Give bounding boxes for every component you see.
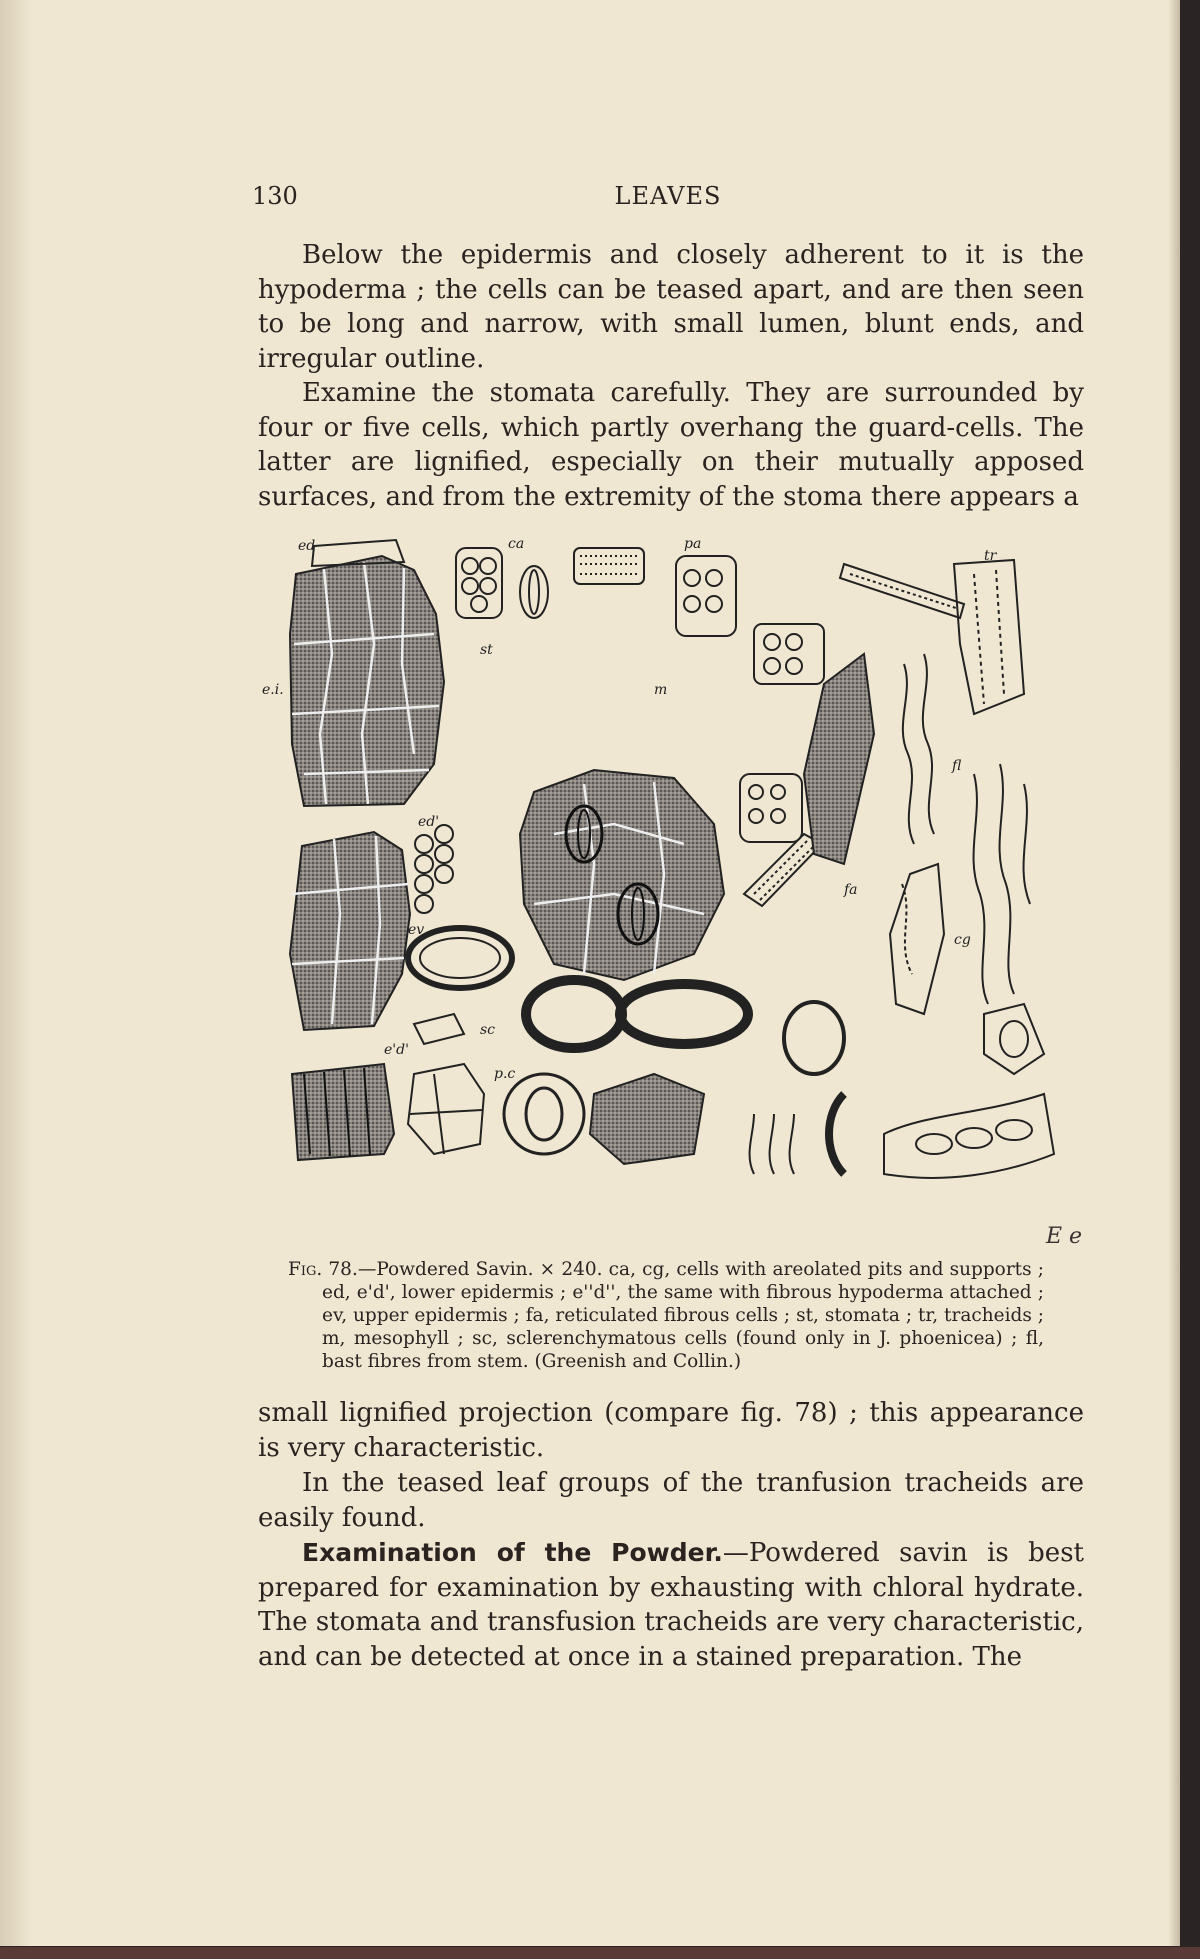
page-number: 130 (252, 182, 298, 210)
caption-body (288, 1258, 1044, 1373)
areolated-cells-top (456, 548, 644, 618)
caption-text: —Powdered Savin. × 240. ca, cg, cells with areolated pits and supports ; ed, e'd', lower epidermis ; e''d'', the same with fibrous hypoderma attached ; ev, upper epidermis ; fa, reticulated fibrous cells ; st, stomata ; tr, tracheids ; m, mesophyll ; sc, sclerenchymatous cells (found only in J. phoenicea) ; fl, bast fibres from stem. (Greenish and Collin.) (322, 1259, 1044, 1372)
label-fa: fa (844, 882, 858, 898)
figure-caption (288, 1258, 1044, 1373)
label-tr: tr (984, 548, 997, 564)
stomata-cell-group (520, 770, 724, 980)
powdered-savin-drawing (262, 534, 1064, 1224)
label-ev: ev (408, 922, 425, 938)
paragraph-hypoderma: Below the epidermis and closely adherent to it is the hypoderma ; the cells can be teased apart, and are then seen to be long and narrow, with small lumen, blunt ends, and irregular outline. (258, 240, 1084, 374)
label-cg: cg (954, 932, 971, 948)
areolated-cells-middle (676, 556, 824, 842)
tracheid-strips (744, 560, 1024, 906)
upper-epidermis-cell-group (290, 832, 410, 1030)
page-header (252, 182, 1084, 212)
label-pc: p.c (494, 1066, 516, 1082)
paragraph-teased-leaf: In the teased leaf groups of the tranfusion tracheids are easily found. (258, 1468, 1084, 1533)
caption-figure-label: Fig. 78. (288, 1259, 358, 1280)
paragraph-powder (258, 1536, 1084, 1674)
label-pa: pa (684, 536, 702, 552)
label-ca: ca (508, 536, 525, 552)
label-ed-prime: ed' (418, 814, 440, 830)
label-fl: fl (952, 758, 962, 774)
book-edge-band (0, 1947, 1200, 1959)
label-st: st (480, 642, 493, 658)
bast-fibres (903, 654, 1030, 1004)
powder-section-heading: Examination of the Powder. (302, 1538, 723, 1567)
label-ed-double: e'd' (384, 1042, 409, 1058)
bottom-row-cells (292, 1004, 1054, 1178)
lower-epidermis-cell-group (290, 556, 444, 806)
powder-section-text: —Powdered savin is best prepared for examination by exhausting with chloral hydrate. The stomata and transfusion tracheids are very characteristic, and can be detected at once in a stained preparation. The (258, 1538, 1084, 1672)
spine-shadow (0, 0, 32, 1946)
plate-signature: E e (1046, 1224, 1083, 1249)
label-ei: e.i. (262, 682, 284, 698)
label-ed: ed (298, 538, 316, 554)
label-sc: sc (480, 1022, 496, 1038)
mesophyll-cell-chain (415, 825, 453, 913)
paragraph-projection: small lignified projection (compare fig. 78) ; this appearance is very characteristic. (258, 1398, 1084, 1463)
paragraph-stomata: Examine the stomata carefully. They are surrounded by four or five cells, which partly overhang the guard-cells. The latter are lignified, especially on their mutually apposed surfaces, and from the extremity of the stoma there appears a (258, 378, 1084, 512)
page-edge-shadow (1168, 0, 1180, 1946)
figure-78-illustration (262, 534, 1064, 1224)
label-m: m (654, 682, 668, 698)
running-head: LEAVES (614, 182, 722, 210)
